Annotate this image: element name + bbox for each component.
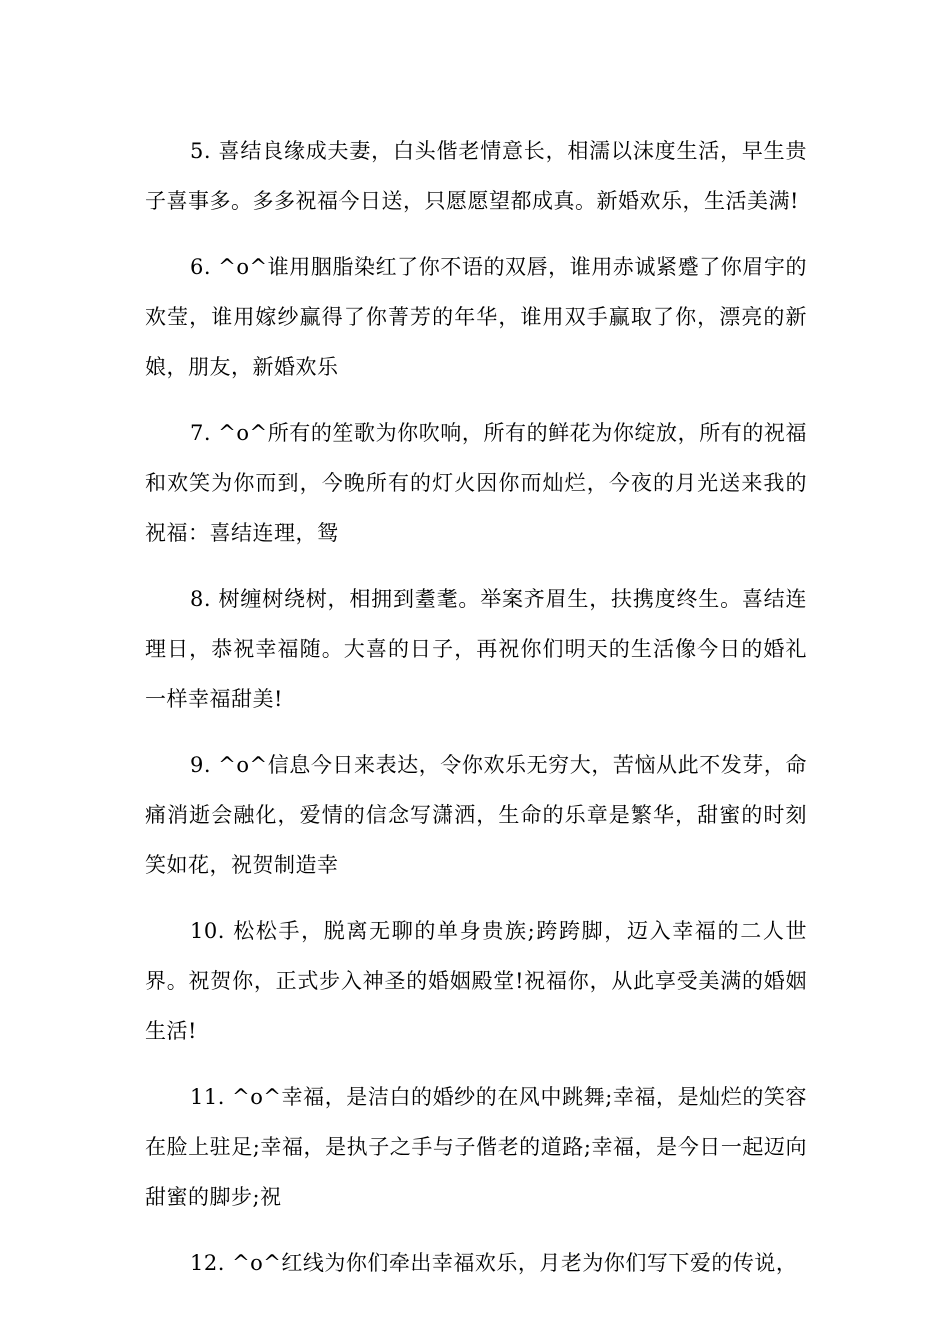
paragraph-12: 12. ^o^红线为你们牵出幸福欢乐，月老为你们写下爱的传说， — [190, 1251, 798, 1275]
paragraph-11: 11. ^o^幸福，是洁白的婚纱的在风中跳舞;幸福，是灿烂的笑容在脸上驻足;幸福，是执子之手与子偕老的道路;幸福，是今日一起迈向甜蜜的脚步;祝 — [145, 1085, 807, 1209]
paragraph-10: 10. 松松手，脱离无聊的单身贵族;跨跨脚，迈入幸福的二人世界。祝贺你，正式步入神圣的婚姻殿堂!祝福你，从此享受美满的婚姻生活! — [145, 919, 807, 1043]
paragraph-6: 6. ^o^谁用胭脂染红了你不语的双唇，谁用赤诚紧蹙了你眉宇的欢莹，谁用嫁纱赢得了你菁芳的年华，谁用双手赢取了你，漂亮的新娘，朋友，新婚欢乐 — [145, 255, 807, 379]
paragraph-7: 7. ^o^所有的笙歌为你吹响，所有的鲜花为你绽放，所有的祝福和欢笑为你而到，今晚所有的灯火因你而灿烂，今夜的月光送来我的祝福：喜结连理，鸳 — [145, 421, 807, 545]
paragraph-5: 5. 喜结良缘成夫妻，白头偕老情意长，相濡以沫度生活，早生贵子喜事多。多多祝福今日送，只愿愿望都成真。新婚欢乐，生活美满! — [145, 139, 807, 213]
paragraph-8: 8. 树缠树绕树，相拥到耋耄。举案齐眉生，扶携度终生。喜结连理日，恭祝幸福随。大喜的日子，再祝你们明天的生活像今日的婚礼一样幸福甜美! — [145, 587, 807, 711]
paragraph-9: 9. ^o^信息今日来表达，令你欢乐无穷大，苦恼从此不发芽，命痛消逝会融化，爱情的信念写潇洒，生命的乐章是繁华，甜蜜的时刻笑如花，祝贺制造幸 — [145, 753, 807, 877]
document-body — [145, 126, 807, 1304]
